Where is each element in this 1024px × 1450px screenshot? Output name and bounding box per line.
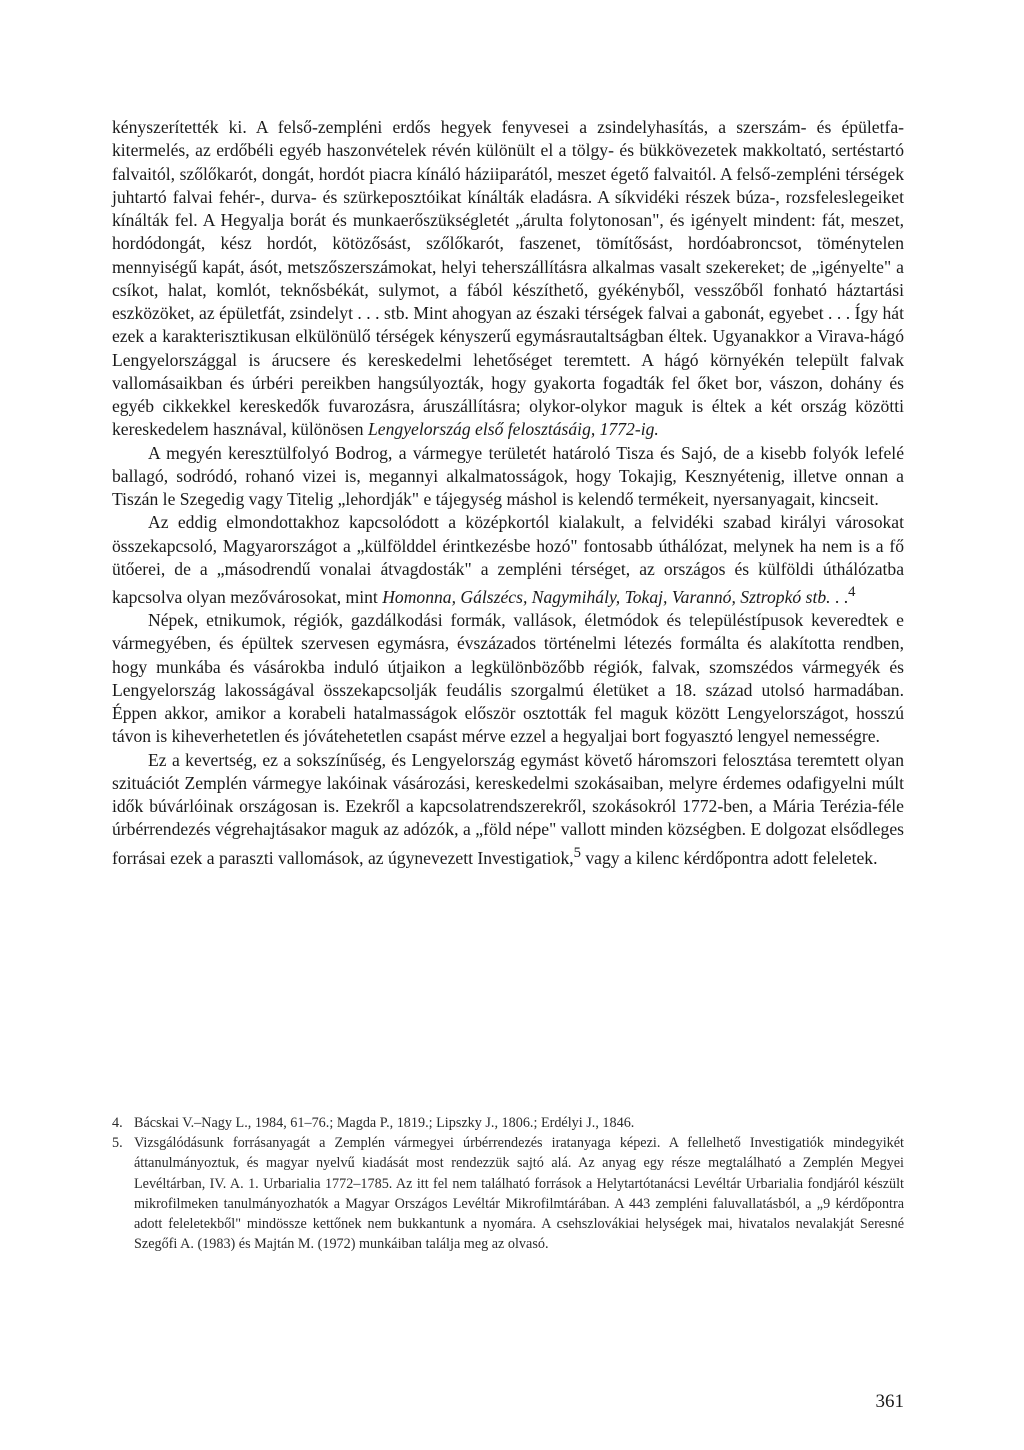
paragraph-1 [112, 116, 904, 442]
paragraph-5 [112, 749, 904, 870]
paragraph-2-text: A megyén keresztülfolyó Bodrog, a vármegye területét határoló Tisza és Sajó, de a kisebb folyók lefelé ballagó, sodródó, rohanó vizei is, megannyi alkalmatosságok, hogy Tokajig, Kesznyétenig, illetve onnan a Tiszán le Szegedig vagy Titelig „lehordják" e tájegység máshol is kelendő termékeit, nyersanyagait, kincseit. [112, 442, 904, 509]
paragraph-2 [112, 442, 904, 512]
paragraph-3-text: Az eddig elmondottakhoz kapcsolódott a középkortól kialakult, a felvidéki szabad királyi városokat összekapcsoló, Magyarországot a „külfölddel érintkezésbe hozó" fontosabb úthálózat, melynek ha nem is a fő ütőerei, de a „másodrendű vonalai átvagdosták" a zempléni térséget, az országos és külföldi úthálózatba kapcsolva olyan mezővárosokat, mint [112, 512, 904, 607]
footnote-text: Bácskai V.–Nagy L., 1984, 61–76.; Magda P., 1819.; Lipszky J., 1806.; Erdélyi J., 1846. [134, 1115, 635, 1131]
footnote-ref-5[interactable]: 5 [573, 844, 581, 861]
paragraph-1-text: kényszerítették ki. A felső-zempléni erdős hegyek fenyvesei a zsindelyhasítás, a szerszám- és épületfa-kitermelés, az erdőbéli egyéb haszonvételek révén különült el a tölgy- és bükkövezetek makkoltató, sertéstartó falvaitól, szőlőkarót, dongát, hordót piacra kínáló háziiparától, meszet égető falvaitól. A felső-zempléni térségek juhtartó falvai fehér-, durva- és szürkeposztóikat kínálták eladásra. A síkvidéki részek búza-, rozsfeleslegeiket kínálták fel. A Hegyalja borát és munkaerőszükségletét „árulta folytonosan", és igényelt mindent: fát, meszet, hordódongát, kész hordót, kötözősást, szőlőkarót, faszenet, tömítősást, hordóabroncsot, töménytelen mennyiségű kapát, ásót, metszőszerszámokat, helyi teherszállításra alkalmas vasalt szekereket; de „igényelte" a csíkot, halat, komlót, teknősbékát, sulymot, a fából készíthető, gyékényből, vesszőből fonható háztartási eszközöket, az épületfát, zsindelyt . . . stb. Mint ahogyan az északi térségek falvai a gabonát, egyebet . . . Így hát ezek a karakterisztikusan elkülönülő térségek kényszerű egymásrautaltságban éltek. Ugyanakkor a Virava-hágó Lengyelországgal is árucsere és kereskedelmi lehetőséget teremtett. A hágó környékén települt falvak vallomásaikban és úrbéri pereikben hangsúlyozták, hogy gyakorta fogadták fel őket bor, vászon, dohány és egyéb cikkekkel kereskedők fuvarozásra, áruszállításra; olykor-olykor maguk is éltek a két ország közötti kereskedelem hasznával, különösen [112, 117, 904, 440]
paragraph-4-text: Népek, etnikumok, régiók, gazdálkodási formák, vallások, életmódok és településtípusok keveredtek e vármegyében, és épültek szervesen egymásra, évszázados történelmi létezés formálta és alakította rendben, hogy munkába és vásárokba induló útjaikon a legkülönbözőbb régiók, falvak, szomszédos vármegyék és Lengyelország lakosságával összekapcsolják feudális szorgalmú életüket a 18. század utolsó harmadában. Éppen akkor, amikor a korabeli hatalmasságok először osztották fel maguk között Lengyelországot, hosszú távon is kiheverhetetlen és jóvátehetetlen csapást mérve ezzel a hegyaljai bort fogyasztó lengyel nemességre. [112, 610, 904, 747]
paragraph-3 [112, 511, 904, 609]
footnote-text: Vizsgálódásunk forrásanyagát a Zemplén vármegyei úrbérrendezés iratanyaga képezi. A fellelhető Investigatiók mindegyikét áttanulmányoztuk, és magyar nyelvű kiadását most rendezzük sajtó alá. Az anyag egy része megtalálható a Zemplén Megyei Levéltárban, IV. A. 1. Urbarialia 1772–1785. Az itt fel nem található források a Helytartótanácsi Levéltár Urbarialia fondjáról készült mikrofilmeken tanulmányozhatók a Magyar Országos Levéltár Mikrofilmtárában. A 443 zempléni faluvallatásból, a „9 kérdőpontra adott feleletekből" mindössze kettőnek nem bukkantunk a nyomára. A csehszlovákiai helységek mai, hivatalos nevalakját Seresné Szegőfi A. (1983) és Majtán M. (1972) munkáiban találja meg az olvasó. [134, 1135, 904, 1253]
footnote-ref-4[interactable]: 4 [848, 584, 856, 600]
footnote-number: 4. [112, 1115, 123, 1131]
paragraph-3-tail: . . [830, 586, 849, 607]
paragraph-5-tail: vagy a kilenc kérdőpontra adott feleletek. [580, 847, 878, 868]
paragraph-4 [112, 609, 904, 749]
footnote-number: 5. [112, 1135, 123, 1152]
footnotes [112, 1113, 904, 1254]
footnote-5 [112, 1133, 904, 1254]
paragraph-1-italic: Lengyelország első felosztásáig, 1772-ig. [368, 419, 659, 440]
paragraph-3-italic: Homonna, Gálszécs, Nagymihály, Tokaj, Varannó, Sztropkó stb. [382, 586, 831, 607]
footnote-4 [112, 1113, 904, 1133]
page-body [112, 116, 904, 870]
paragraph-5-text: Ez a kevertség, ez a sokszínűség, és Lengyelország egymást követő háromszori felosztása teremtett olyan szituációt Zemplén vármegye lakóinak vásározási, kereskedelmi szokásaiban, melyre érdemes odafigyelni múlt idők búvárlóinak országosan is. Ezekről a kapcsolatrendszerekről, szokásokról 1772-ben, a Mária Terézia-féle úrbérrendezés végrehajtásakor maguk az adózók, a „föld népe" vallott minden községben. E dolgozat elsődleges forrásai ezek a paraszti vallomások, az úgynevezett Investigatiok, [112, 749, 904, 868]
page-number: 361 [875, 1391, 904, 1412]
